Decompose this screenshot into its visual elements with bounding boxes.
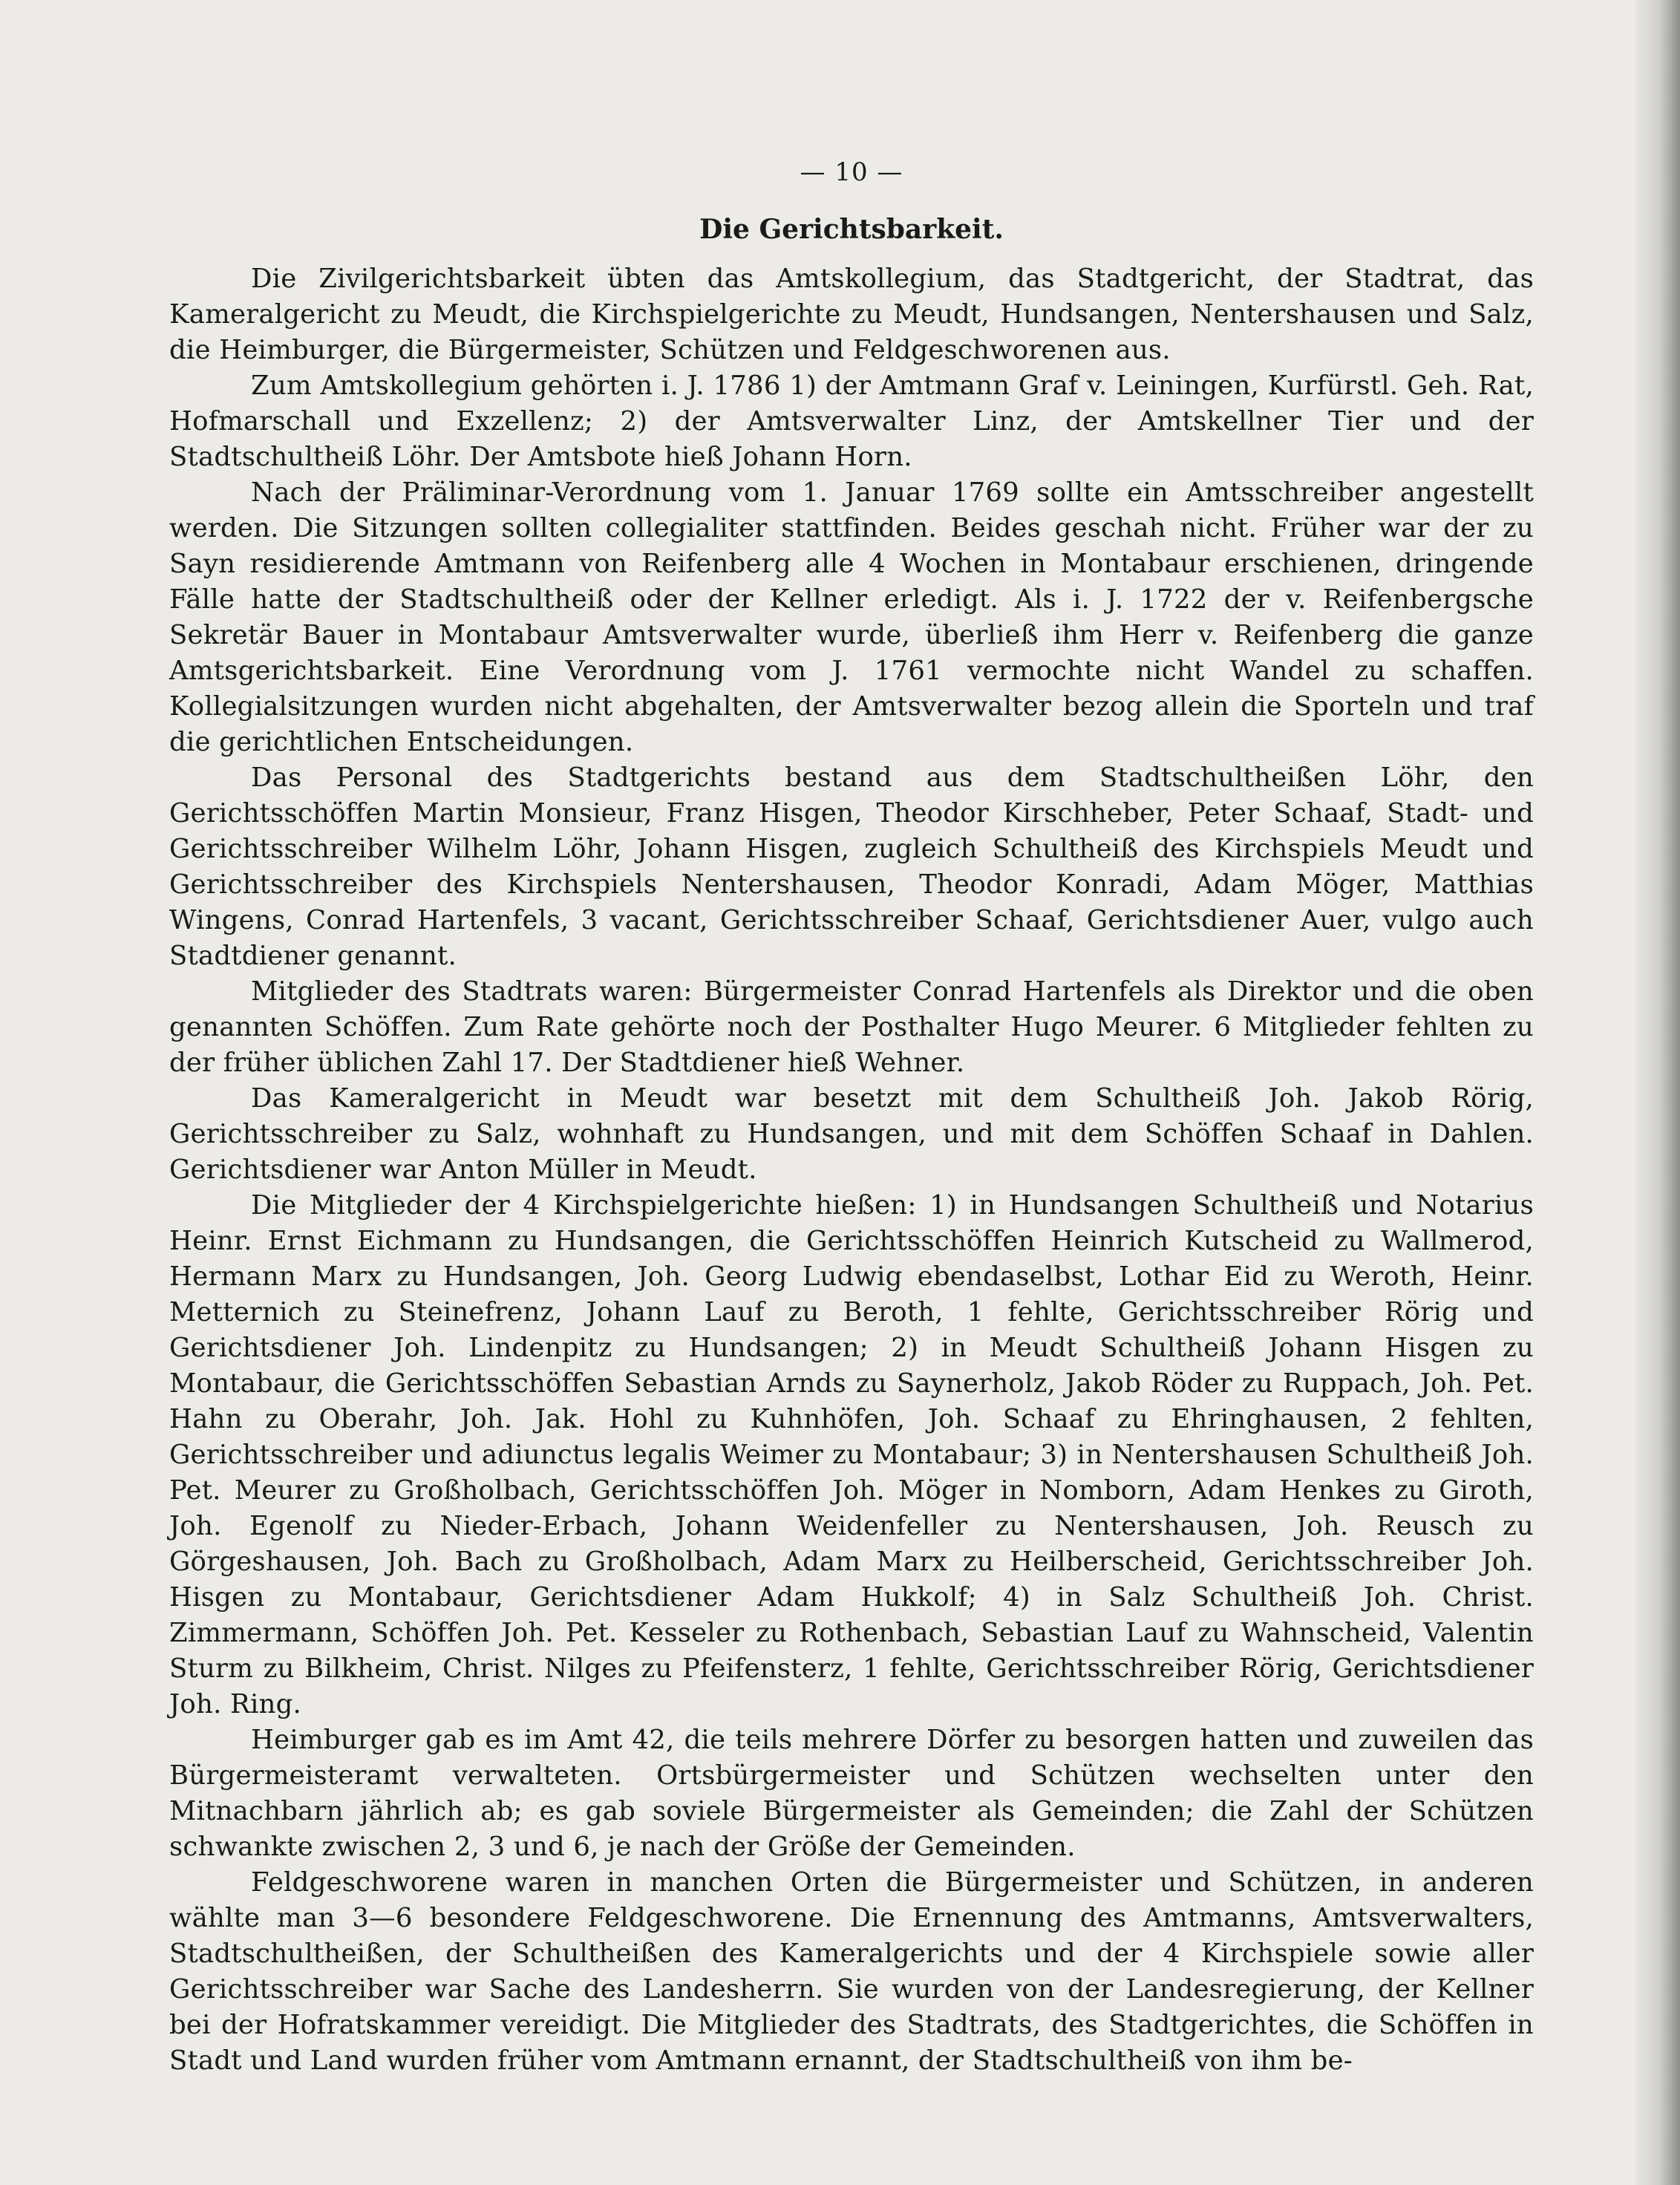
paragraph: Heimburger gab es im Amt 42, die teils mehrere Dörfer zu besorgen hatten und zuweilen das Bürgermeisteramt verwalteten. Ortsbürgermeister und Schützen wechselten unter den Mitnachbarn jährlich ab; es gab soviele Bürgermeister als Gemeinden; die Zahl der Schützen schwankte zwischen 2, 3 und 6, je nach der Größe der Gemeinden. bbox=[169, 1725, 1534, 1862]
paragraph: Das Personal des Stadtgerichts bestand aus dem Stadtschultheißen Löhr, den Gerichtsschöffen Martin Monsieur, Franz Hisgen, Theodor Kirschheber, Peter Schaaf, Stadt- und Gerichtsschreiber Wilhelm Löhr, Johann Hisgen, zugleich Schultheiß des Kirchspiels Meudt und Gerichtsschreiber des Kirchspiels Nentershausen, Theodor Konradi, Adam Möger, Matthias Wingens, Conrad Hartenfels, 3 vacant, Gerichtsschreiber Schaaf, Gerichtsdiener Auer, vulgo auch Stadtdiener genannt. bbox=[169, 762, 1534, 971]
paragraph: Die Mitglieder der 4 Kirchspielgerichte hießen: 1) in Hundsangen Schultheiß und Notarius Heinr. Ernst Eichmann zu Hundsangen, die Gerichtsschöffen Heinrich Kutscheid zu Wallmerod, Hermann Marx zu Hundsangen, Joh. Georg Ludwig ebendaselbst, Lothar Eid zu Weroth, Heinr. Metternich zu Steinefrenz, Johann Lauf zu Beroth, 1 fehlte, Gerichtsschreiber Rörig und Gerichtsdiener Joh. Lindenpitz zu Hundsangen; 2) in Meudt Schultheiß Johann Hisgen zu Montabaur, die Gerichtsschöffen Sebastian Arnds zu Saynerholz, Jakob Röder zu Ruppach, Joh. Pet. Hahn zu Oberahr, Joh. Jak. Hohl zu Kuhnhöfen, Joh. Schaaf zu Ehringhausen, 2 fehlten, Gerichtsschreiber und adiunctus legalis Weimer zu Montabaur; 3) in Nentershausen Schultheiß Joh. Pet. Meurer zu Großholbach, Gerichtsschöffen Joh. Möger in Nomborn, Adam Henkes zu Giroth, Joh. Egenolf zu Nieder-Erbach, Johann Weidenfeller zu Nentershausen, Joh. Reusch zu Görgeshausen, Joh. Bach zu Großholbach, Adam Marx zu Heilberscheid, Gerichtsschreiber Joh. Hisgen zu Montabaur, Gerichtsdiener Adam Hukkolf; 4) in Salz Schultheiß Joh. Christ. Zimmermann, Schöffen Joh. Pet. Kesseler zu Rothenbach, Sebastian Lauf zu Wahnscheid, Valentin Sturm zu Bilkheim, Christ. Nilges zu Pfeifensterz, 1 fehlte, Gerichtsschreiber Rörig, Gerichtsdiener Joh. Ring. bbox=[169, 1190, 1534, 1719]
book-page bbox=[169, 157, 1534, 2079]
page-number: — 10 — bbox=[800, 157, 903, 187]
paragraph: Zum Amtskollegium gehörten i. J. 1786 1) der Amtmann Graf v. Leiningen, Kurfürstl. Geh. Rat, Hofmarschall und Exzellenz; 2) der Amtsverwalter Linz, der Amtskellner Tier und der Stadtschultheiß Löhr. Der Amtsbote hieß Johann Horn. bbox=[169, 370, 1534, 472]
paragraph: Mitglieder des Stadtrats waren: Bürgermeister Conrad Hartenfels als Direktor und die oben genannten Schöffen. Zum Rate gehörte noch der Posthalter Hugo Meurer. 6 Mitglieder fehlten zu der früher üblichen Zahl 17. Der Stadtdiener hieß Wehner. bbox=[169, 976, 1534, 1078]
paragraph: Die Zivilgerichtsbarkeit übten das Amtskollegium, das Stadtgericht, der Stadtrat, das Kameralgericht zu Meudt, die Kirchspielgerichte zu Meudt, Hundsangen, Nentershausen und Salz, die Heimburger, die Bürgermeister, Schützen und Feldgeschworenen aus. bbox=[169, 264, 1534, 365]
page-edge-shadow bbox=[1635, 0, 1680, 2185]
section-heading: Die Gerichtsbarkeit. bbox=[699, 214, 1004, 245]
paragraph: Feldgeschworene waren in manchen Orten die Bürgermeister und Schützen, in anderen wählte man 3—6 besondere Feldgeschworene. Die Ernennung des Amtmanns, Amtsverwalters, Stadtschultheißen, der Schultheißen des Kameralgerichts und der 4 Kirchspiele sowie aller Gerichtsschreiber war Sache des Landesherrn. Sie wurden von der Landesregierung, der Kellner bei der Hofratskammer vereidigt. Die Mitglieder des Stadtrats, des Stadtgerichtes, die Schöffen in Stadt und Land wurden früher vom Amtmann ernannt, der Stadtschultheiß von ihm be- bbox=[169, 1867, 1534, 2076]
paragraph: Nach der Präliminar-Verordnung vom 1. Januar 1769 sollte ein Amtsschreiber angestellt werden. Die Sitzungen sollten collegialiter stattfinden. Beides geschah nicht. Früher war der zu Sayn residierende Amtmann von Reifenberg alle 4 Wochen in Montabaur erschienen, dringende Fälle hatte der Stadtschultheiß oder der Kellner erledigt. Als i. J. 1722 der v. Reifenbergsche Sekretär Bauer in Montabaur Amtsverwalter wurde, überließ ihm Herr v. Reifenberg die ganze Amtsgerichtsbarkeit. Eine Verordnung vom J. 1761 vermochte nicht Wandel zu schaffen. Kollegialsitzungen wurden nicht abgehalten, der Amtsverwalter bezog allein die Sporteln und traf die gerichtlichen Entscheidungen. bbox=[169, 477, 1534, 757]
paragraph: Das Kameralgericht in Meudt war besetzt mit dem Schultheiß Joh. Jakob Rörig, Gerichtsschreiber zu Salz, wohnhaft zu Hundsangen, und mit dem Schöffen Schaaf in Dahlen. Gerichtsdiener war Anton Müller in Meudt. bbox=[169, 1083, 1534, 1185]
